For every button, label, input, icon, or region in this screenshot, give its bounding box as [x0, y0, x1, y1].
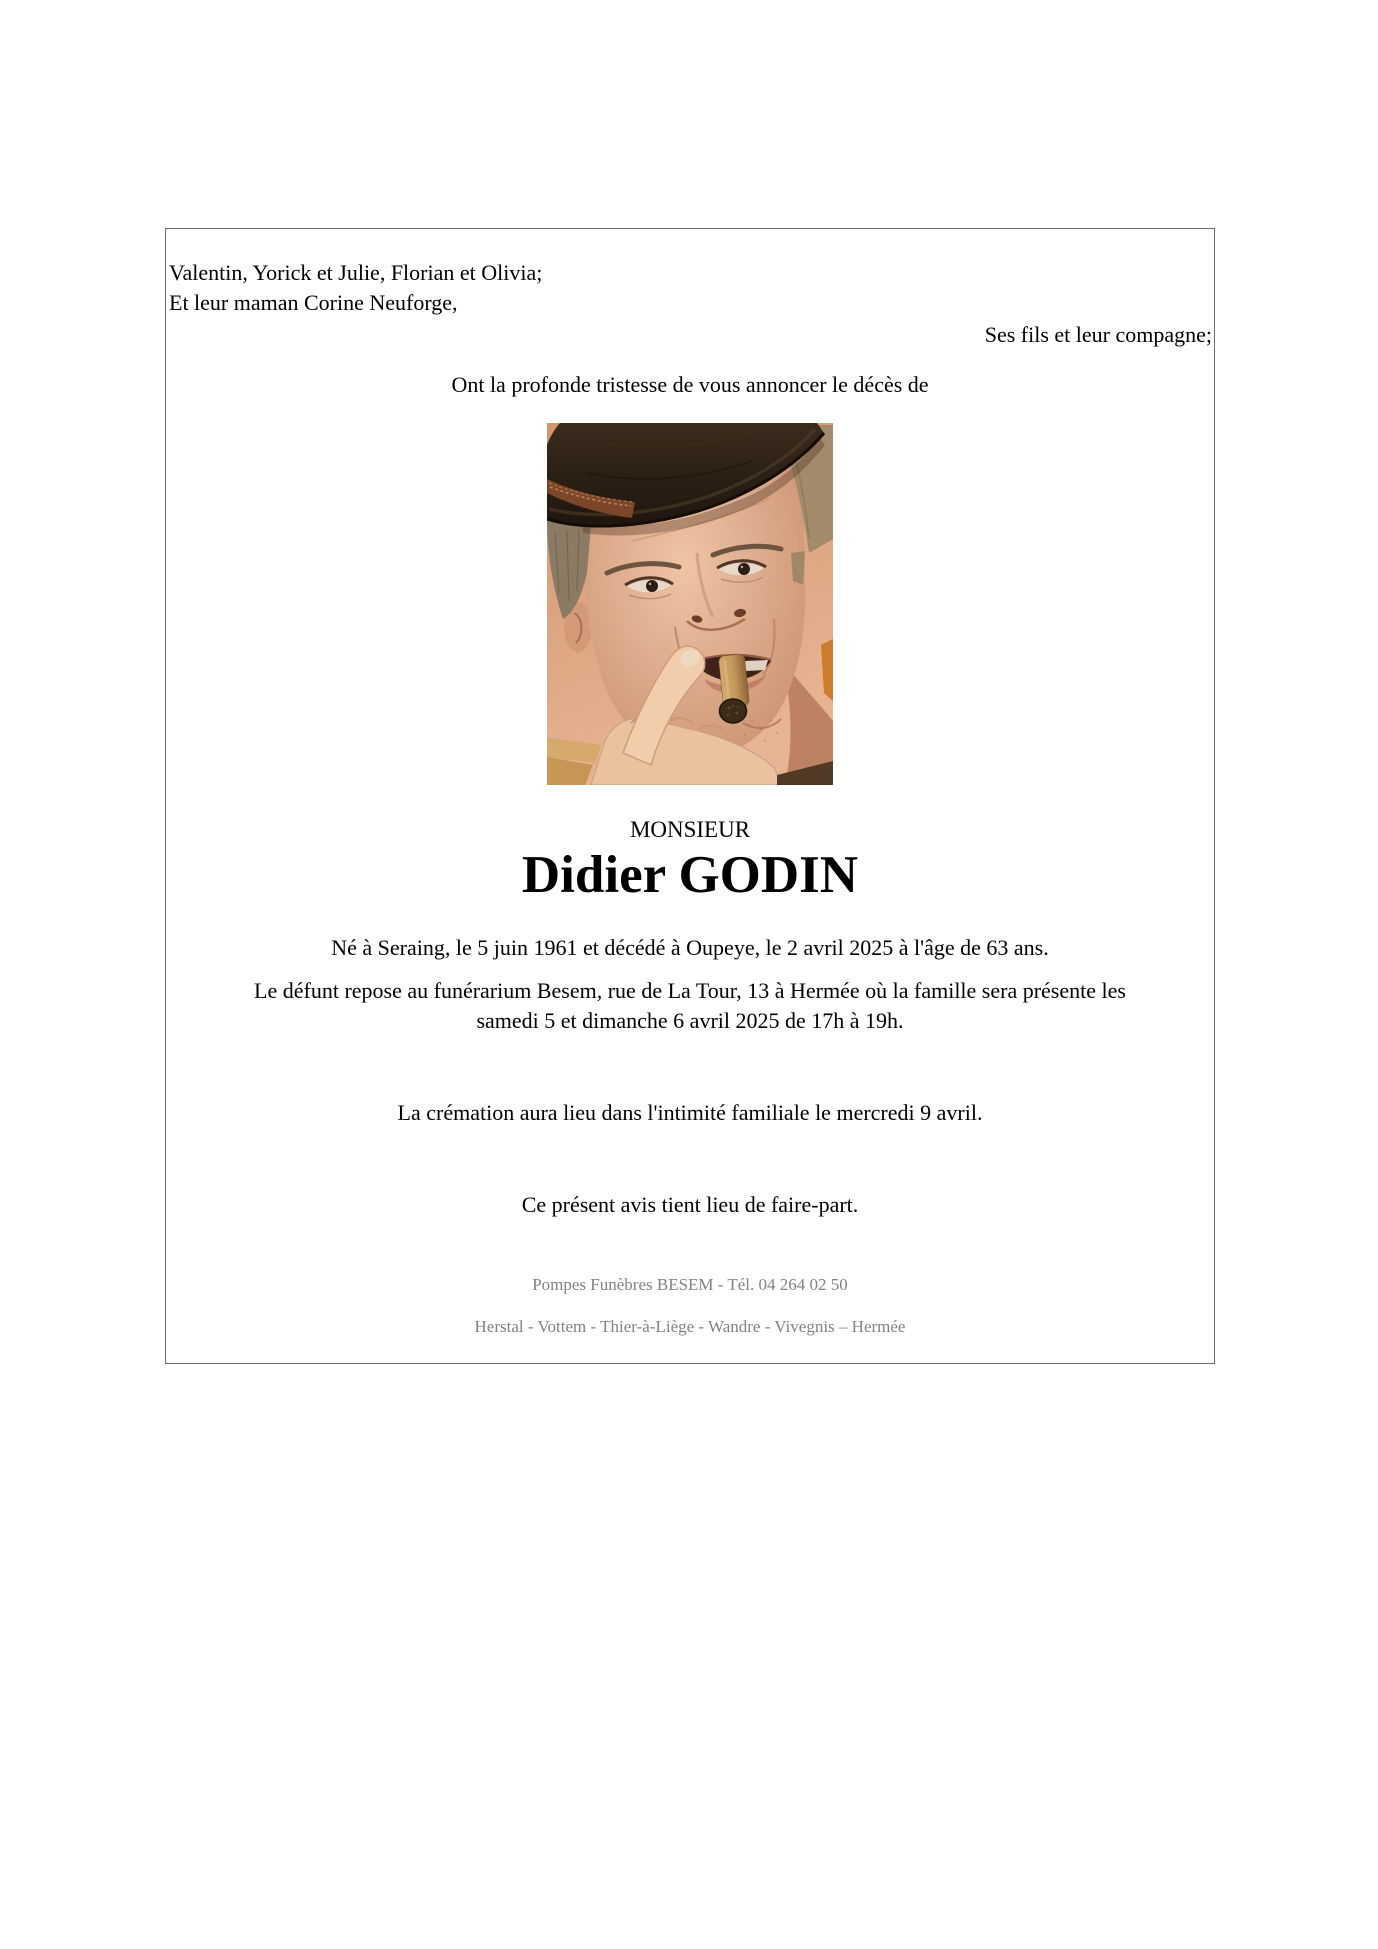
civility-label: MONSIEUR [629, 817, 751, 842]
relation-line: Ses fils et leur compagne; [984, 322, 1212, 347]
deceased-name: Didier GODIN [521, 846, 859, 904]
cremation-line: La crémation aura lieu dans l'intimité familiale le mercredi 9 avril. [397, 1100, 983, 1125]
repose-line-1: Le défunt repose au funérarium Besem, rue de La Tour, 13 à Hermée où la famille sera présente les [254, 978, 1126, 1003]
birth-death-line: Né à Seraing, le 5 juin 1961 et décédé à Oupeye, le 2 avril 2025 à l'âge de 63 ans. [331, 935, 1049, 960]
portrait-illustration [547, 423, 833, 785]
family-line-2: Et leur maman Corine Neuforge, [169, 290, 458, 315]
repose-line-2: samedi 5 et dimanche 6 avril 2025 de 17h à 19h. [476, 1008, 904, 1033]
announcement-sheet [165, 228, 1215, 1364]
deceased-portrait-photo [547, 423, 833, 785]
family-line-1: Valentin, Yorick et Julie, Florian et Olivia; [169, 260, 543, 285]
locations-line: Herstal - Vottem - Thier-à-Liège - Wandre - Vivegnis – Hermée [474, 1317, 906, 1336]
notice-line: Ce présent avis tient lieu de faire-part. [521, 1192, 859, 1217]
funeral-home-line: Pompes Funèbres BESEM - Tél. 04 264 02 50 [532, 1275, 848, 1294]
intro-line: Ont la profonde tristesse de vous annoncer le décès de [451, 372, 929, 397]
